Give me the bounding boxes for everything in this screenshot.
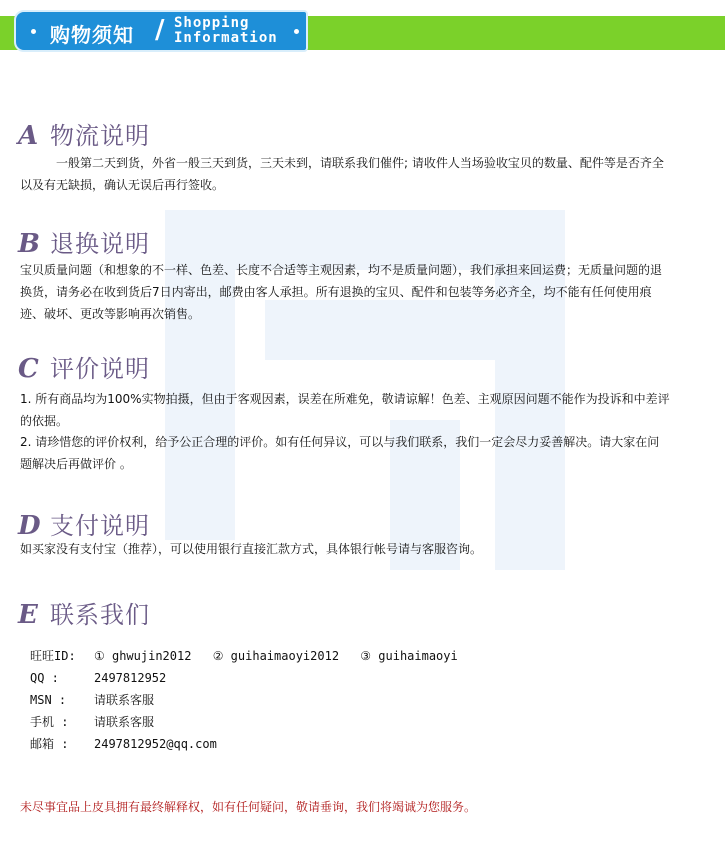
msn-label: MSN : — [30, 693, 67, 707]
wangwang-id-2[interactable]: ② guihaimaoyi2012 — [212, 649, 340, 663]
wangwang-ids — [94, 645, 472, 667]
section-heading-b: 退换说明 — [50, 230, 150, 258]
section-title-c — [18, 349, 150, 384]
contact-row-wangwang — [30, 645, 472, 667]
header-title-cn: 购物须知 — [50, 23, 134, 47]
section-title-b — [18, 224, 150, 259]
email-label: 邮箱 : — [30, 737, 69, 751]
wangwang-label: 旺旺ID: — [30, 649, 76, 663]
tab-dot-left — [31, 29, 36, 34]
header-slash: / — [155, 15, 165, 45]
contact-row-qq — [30, 667, 472, 689]
section-c-item-1: 1. 所有商品均为100%实物拍摄，但由于客观因素，误差在所难免，敬请谅解！色差、主观原因问题不能作为投诉和中差评的依据。 — [20, 392, 670, 428]
section-heading-e: 联系我们 — [50, 601, 150, 629]
section-letter-c: C — [18, 354, 39, 384]
header-title-en-line2: Information — [174, 30, 278, 46]
section-letter-e: E — [18, 600, 38, 630]
contact-block — [30, 645, 472, 755]
contact-row-email — [30, 733, 472, 755]
section-a-paragraph: 一般第二天到货，外省一般三天到货，三天未到，请联系我们催件; 请收件人当场验收宝贝的数量、配件等是否齐全以及有无缺损，确认无误后再行签收。 — [20, 156, 664, 192]
section-title-d — [18, 506, 150, 541]
section-title-e — [18, 595, 150, 630]
tab-dot-right — [294, 29, 299, 34]
section-letter-a: A — [18, 121, 39, 151]
msn-value: 请联系客服 — [94, 693, 155, 707]
section-b-paragraph: 宝贝质量问题（和想象的不一样、色差、长度不合适等主观因素，均不是质量问题），我们承担来回运费；无质量问题的退换货，请务必在收到货后7日内寄出，邮费由客人承担。所有退换的宝贝、配件和包装等务必齐全，均不能有任何使用痕迹、破坏、更改等影响再次销售。 — [20, 263, 663, 321]
footer-note: 未尽事宜品上皮具拥有最终解释权，如有任何疑问，敬请垂询，我们将竭诚为您服务。 — [20, 800, 477, 814]
qq-label: QQ : — [30, 671, 59, 685]
section-letter-d: D — [18, 511, 41, 541]
section-heading-a: 物流说明 — [50, 122, 150, 150]
contact-row-msn — [30, 689, 472, 711]
section-title-a — [18, 116, 150, 151]
header-tab — [14, 10, 308, 52]
qq-value: 2497812952 — [94, 671, 167, 685]
phone-label: 手机 : — [30, 715, 69, 729]
contact-row-phone — [30, 711, 472, 733]
phone-value: 请联系客服 — [94, 715, 155, 729]
section-letter-b: B — [18, 229, 40, 259]
section-c-item-2: 2. 请珍惜您的评价权利，给予公正合理的评价。如有任何异议，可以与我们联系，我们一定会尽力妥善解决。请大家在问题解决后再做评价 。 — [20, 435, 660, 471]
wangwang-id-1[interactable]: ① ghwujin2012 — [94, 649, 192, 663]
header-title-en — [174, 16, 278, 46]
email-value[interactable]: 2497812952@qq.com — [94, 737, 217, 751]
header-title-en-line1: Shopping — [174, 15, 250, 31]
section-heading-d: 支付说明 — [50, 512, 150, 540]
section-d-paragraph: 如买家没有支付宝（推荐），可以使用银行直接汇款方式，具体银行帐号请与客服咨询。 — [20, 542, 483, 556]
section-heading-c: 评价说明 — [50, 355, 150, 383]
wangwang-id-3[interactable]: ③ guihaimaoyi — [360, 649, 458, 663]
